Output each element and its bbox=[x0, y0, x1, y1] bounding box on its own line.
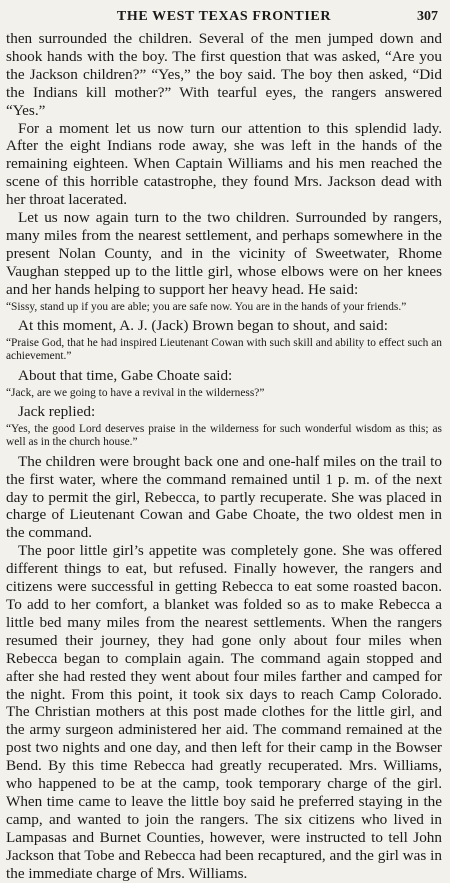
paragraph-2: For a moment let us now turn our attention to this splendid lady. After the eight Indians rode away, she was left in the hands of the remaining eighteen. When Captain Williams and his men reached the scene of this horrible catastrophe, they found Mrs. Jackson dead with her throat lacerated. bbox=[6, 119, 442, 209]
paragraph-6: The poor little girl’s appetite was completely gone. She was offered different things to eat, but refused. Finally however, the rangers and citizens were successful in getting Rebecca to eat some roasted bacon. To add to her comfort, a blanket was folded so as to make Rebecca a little bed many miles from the nearest settlements. When the rangers resumed their journey, they had gone only about four miles when Rebecca began to complain again. The command again stopped and after she had rested they went about four miles farther and camped for the night. From this point, it took six days to reach Camp Colorado. The Christian mothers at this post made clothes for the little girl, and the army surgeon administered her aid. The command remained at the post two nights and one day, and then left for their camp in the Bowser Bend. By this time Rebecca had greatly recuperated. Mrs. Williams, who happened to be at the camp, took temporary charge of the girl. When time came to leave the little boy said he preferred staying in the camp, and wanted to join the rangers. The six citizens who lived in Lampasas and Burnet Counties, however, were instructed to tell John Jackson that Tobe and Rebecca had been recaptured, and the girl was in the immediate charge of Mrs. Williams. bbox=[6, 542, 442, 882]
paragraph-1: then surrounded the children. Several of the men jumped down and shook hands with the boy. The first question that was asked, “Are you the Jackson children?” “Yes,” the boy said. The boy then asked, “Did the Indians kill mother?” With tearful eyes, the rangers answered “Yes.” bbox=[6, 30, 442, 119]
dialogue-label-jack: Jack replied: bbox=[18, 403, 96, 421]
paragraph-5: The children were brought back one and one-half miles on the trail to the first water, where the command remained until 1 p. m. of the next day to permit the girl, Rebecca, to partly recuperate. She was placed in charge of Lieutenant Cowan and Gabe Choate, the two oldest men in the command. bbox=[6, 452, 442, 542]
quote-jack: “Yes, the good Lord deserves praise in the wilderness for such wonderful wisdom as this; as well as in the church house.” bbox=[6, 422, 442, 449]
quote-brown: “Praise God, that he had inspired Lieutenant Cowan with such skill and ability to effect such an achievement.” bbox=[6, 336, 442, 363]
quote-choate: “Jack, are we going to have a revival in the wilderness?” bbox=[6, 386, 265, 399]
running-head: THE WEST TEXAS FRONTIER bbox=[116, 9, 332, 24]
paragraph-4: At this moment, A. J. (Jack) Brown began to shout, and said: bbox=[18, 317, 388, 334]
quote-vaughan: “Sissy, stand up if you are able; you are safe now. You are in the hands of your friends.” bbox=[6, 300, 407, 313]
paragraph-3: Let us now again turn to the two children. Surrounded by rangers, many miles from the nearest settlement, and perhaps somewhere in the present Nolan County, and in the vicinity of Sweetwater, Rhome Vaughan stepped up to the little girl, whose elbows were on her knees and her hands helping to support her heavy head. He said: bbox=[6, 209, 442, 298]
page-header bbox=[6, 6, 442, 30]
page-body bbox=[6, 30, 442, 883]
dialogue-label-choate: About that time, Gabe Choate said: bbox=[18, 366, 233, 384]
page-number: 307 bbox=[417, 9, 438, 24]
